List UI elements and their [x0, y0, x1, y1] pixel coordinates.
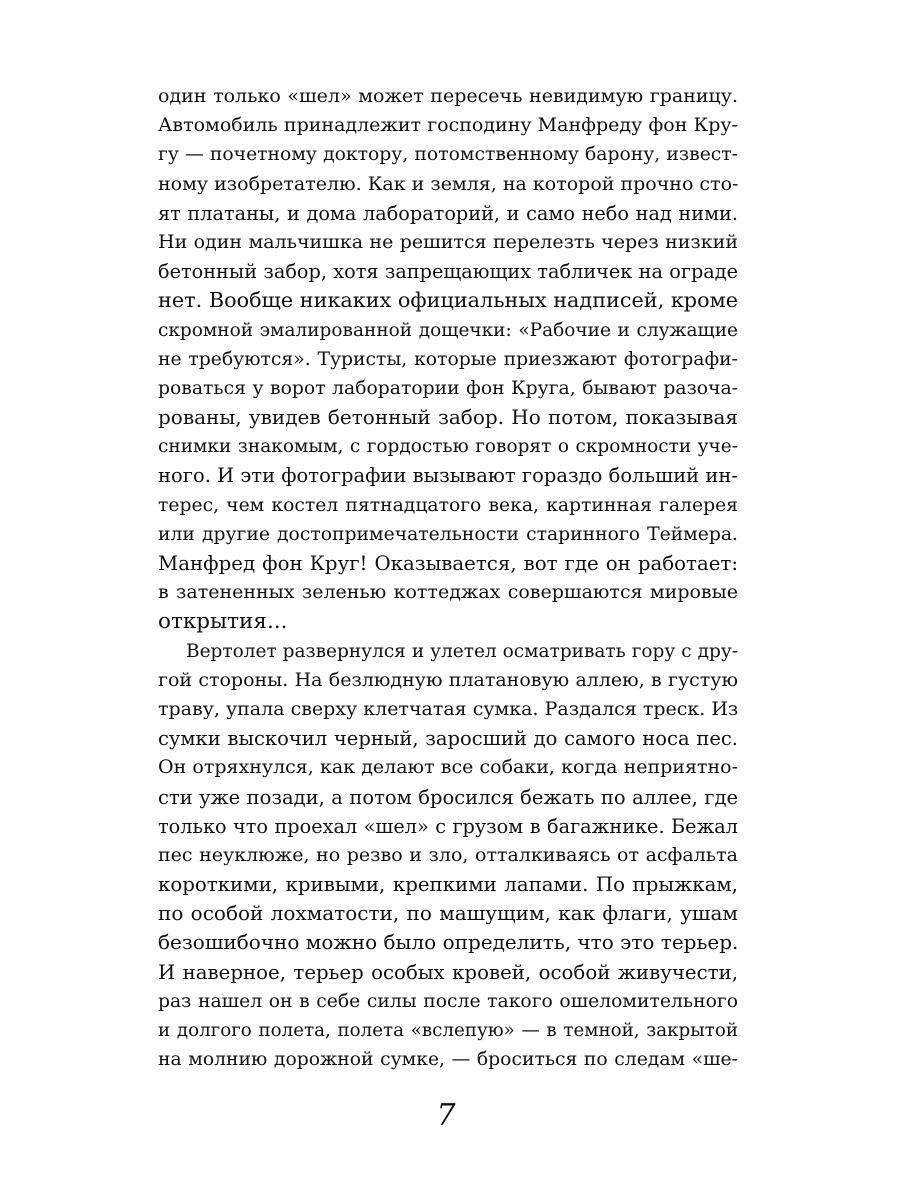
text-line: ного. И эти фотографии вызывают гораздо больший ин- — [158, 464, 738, 488]
text-line: в затененных зеленью коттеджах совершаются мировые — [158, 581, 738, 604]
text-line: роваться у ворот лаборатории фон Круга, бывают разоча- — [158, 377, 738, 399]
text-line: траву, упала сверху клетчатая сумка. Раздался треск. Из — [158, 697, 738, 720]
text-line: гу — почетному доктору, потомственному барону, извест- — [158, 144, 738, 166]
text-line: снимки знакомым, с гордостью говорят о скромности уче- — [158, 436, 738, 458]
paragraph — [158, 82, 738, 637]
text-line: терес, чем костел пятнадцатого века, картинная галерея — [158, 494, 738, 516]
text-line: Автомобиль принадлежит господину Манфреду фон Кру- — [158, 114, 738, 137]
text-line: на молнию дорожной сумке, — броситься по следам «ше- — [158, 1049, 738, 1071]
paragraph — [158, 637, 738, 1075]
text-line: или другие достопримечательности старинного Теймера. — [158, 523, 738, 545]
text-line: не требуются». Туристы, которые приезжают фотографи- — [158, 348, 738, 370]
text-line: открытия... — [158, 609, 288, 635]
text-line: один только «шел» может пересечь невидимую границу. — [158, 85, 738, 107]
text-line: Манфред фон Круг! Оказывается, вот где он работает: — [158, 552, 738, 575]
text-line: безошибочно можно было определить, что это терьер. — [158, 930, 738, 955]
text-line: раз нашел он в себе силы после такого ошеломительного — [158, 990, 738, 1012]
text-line: Он отряхнулся, как делают все собаки, когда неприятно- — [158, 756, 738, 779]
text-line: сти уже позади, а потом бросился бежать по аллее, где — [158, 785, 738, 809]
text-line: по особой лохматости, по машущим, как флаги, ушам — [158, 901, 738, 926]
text-line: только что проехал «шел» с грузом в багажнике. Бежал — [158, 814, 738, 838]
text-line: ному изобретателю. Как и земля, на которой прочно сто- — [158, 172, 738, 195]
text-line: бетонный забор, хотя запрещающих табличек на ограде — [158, 260, 738, 284]
page-number: 7 — [436, 1098, 456, 1133]
text-line: короткими, кривыми, крепкими лапами. По прыжкам, — [158, 873, 738, 897]
text-line: И наверное, терьер особых кровей, особой живучести, — [158, 960, 738, 984]
text-line: сумки выскочил черный, заросший до самого носа пес. — [158, 727, 738, 751]
text-line: рованы, увидев бетонный забор. Но потом, показывая — [158, 405, 738, 430]
text-line: и долгого полета, полета «вслепую» — в темной, закрытой — [158, 1020, 738, 1041]
text-line: гой стороны. На безлюдную платановую аллею, в густую — [158, 668, 738, 691]
text-line: нет. Вообще никаких официальных надписей, кроме — [158, 288, 738, 313]
body-text — [158, 82, 738, 1074]
text-line: пес неуклюже, но резво и зло, отталкиваясь от асфальта — [158, 843, 738, 866]
text-line: ят платаны, и дома лабораторий, и само небо над ними. — [158, 201, 738, 225]
text-line: Ни один мальчишка не решится перелезть через низкий — [158, 230, 738, 253]
text-line: скромной эмалированной дощечки: «Рабочие и служащие — [158, 319, 738, 341]
text-line: Вертолет развернулся и улетел осматривать гору с дру- — [186, 640, 738, 662]
